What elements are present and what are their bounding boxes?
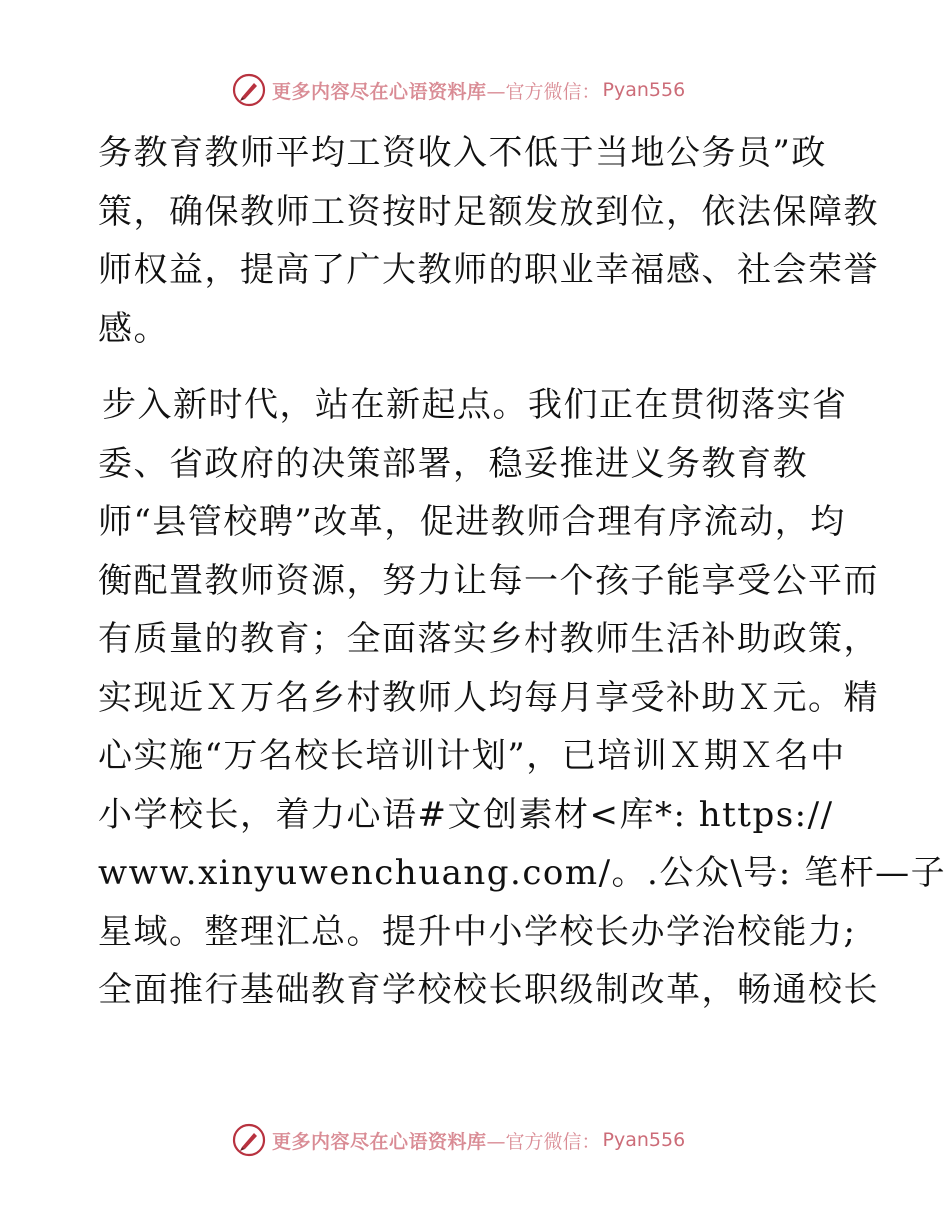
pen-logo-icon [232, 1123, 266, 1157]
footer-promo-text: 更多内容尽在心语资料库 [272, 1130, 487, 1153]
paragraph-2-line: 委、省政府的决策部署，稳妥推进义务教育教 [98, 443, 808, 484]
paragraph-1-line: 感。 [98, 308, 169, 349]
pen-logo-icon [232, 73, 266, 107]
paragraph-2-line: www.xinyuwenchuang.com/。.公众\号: 笔杆—子 [98, 853, 947, 893]
paragraph-1-line: 务教育教师平均工资收入不低于当地公务员”政 [98, 133, 827, 173]
header-wechat-handle: Pyan556 [602, 79, 686, 101]
header-promo-text: 更多内容尽在心语资料库 [272, 80, 487, 103]
footer-banner [232, 1122, 752, 1158]
paragraph-2-line: 师“县管校聘”改革，促进教师合理有序流动，均 [98, 502, 846, 542]
document-body [98, 124, 947, 1020]
paragraph-2-line: 有质量的教育；全面落实乡村教师生活补助政策， [98, 619, 879, 659]
paragraph-2-line: 心实施“万名校长培训计划”，已培训Ｘ期Ｘ名中 [98, 736, 846, 776]
paragraph-2 [98, 376, 947, 1020]
paragraph-2-line: 星域。整理汇总。提升中小学校长办学治校能力; [98, 911, 857, 952]
paragraph-1 [98, 124, 879, 358]
paragraph-1-line: 师权益，提高了广大教师的职业幸福感、社会荣誉 [98, 250, 879, 290]
paragraph-2-line: 小学校长，着力心语#文创素材<库*: https:// [98, 794, 834, 835]
footer-official-text: —官方微信： [486, 1130, 601, 1153]
paragraph-2-line: 全面推行基础教育学校校长职级制改革，畅通校长 [98, 970, 879, 1010]
paragraph-2-line: 步入新时代，站在新起点。我们正在贯彻落实省 [102, 385, 848, 425]
header-official-text: —官方微信： [486, 80, 601, 103]
paragraph-1-line: 策，确保教师工资按时足额发放到位，依法保障教 [98, 191, 879, 232]
footer-wechat-handle: Pyan556 [602, 1129, 686, 1151]
paragraph-2-line: 衡配置教师资源，努力让每一个孩子能享受公平而 [98, 560, 879, 601]
header-banner [232, 72, 752, 108]
paragraph-2-line: 实现近Ｘ万名乡村教师人均每月享受补助Ｘ元。精 [98, 677, 879, 718]
